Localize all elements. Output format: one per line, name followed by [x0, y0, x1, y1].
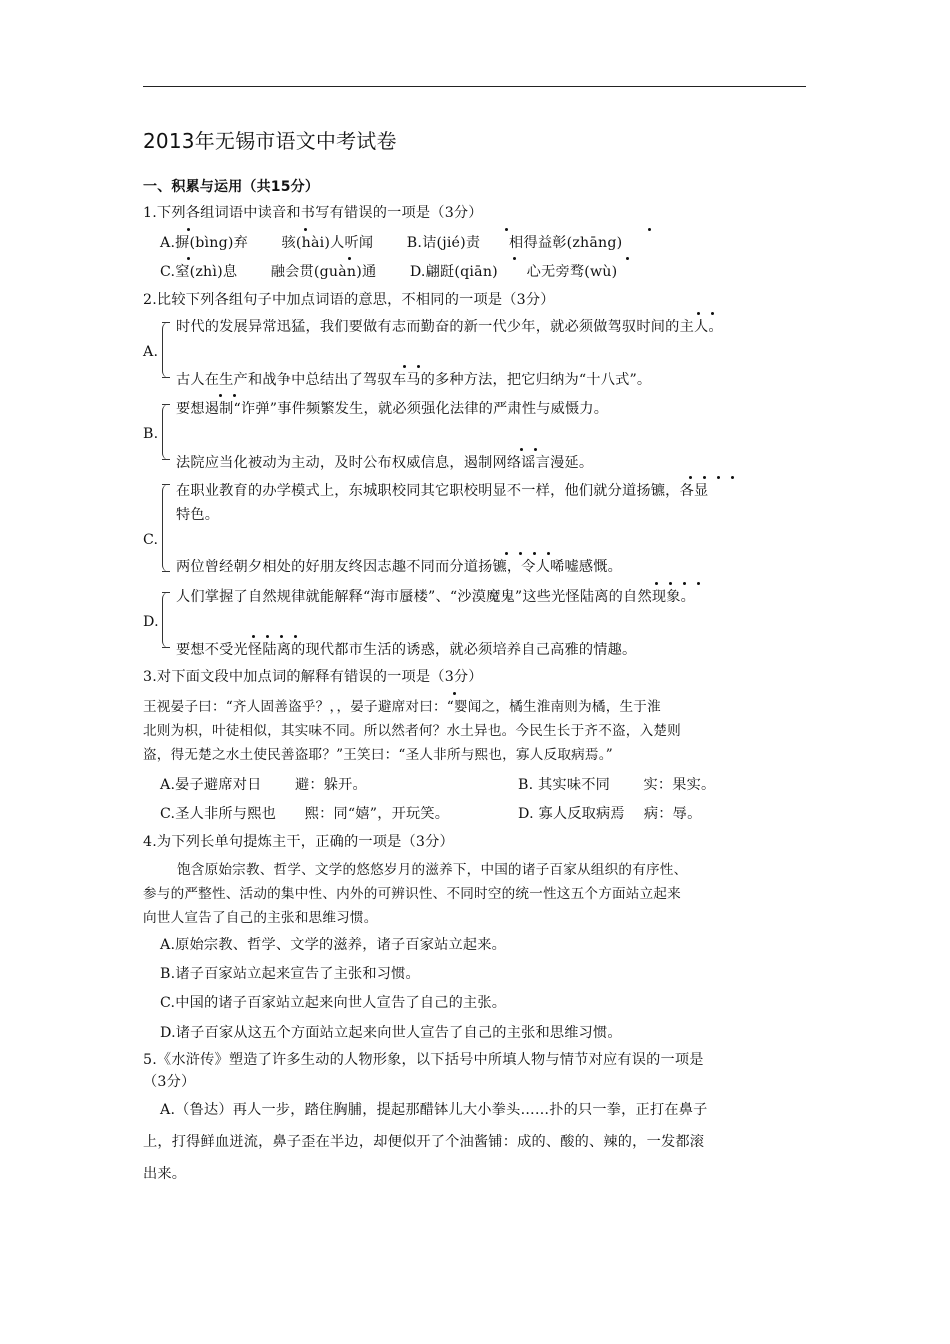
- q5-stem-line-1: 5.《水浒传》塑造了许多生动的人物形象，以下括号中所填人物与情节对应有误的一项是: [143, 1052, 704, 1068]
- q4-passage-line-1: 饱含原始宗教、哲学、文学的悠悠岁月的滋养下，中国的诸子百家从组织的有序性、: [177, 862, 688, 878]
- emphasis-dot: [505, 552, 508, 555]
- emphasis-dot: [187, 228, 190, 231]
- q4-passage-line-2: 参与的严整性、活动的集中性、内外的可辨识性、不同时空的统一性这五个方面站立起来: [143, 886, 681, 902]
- emphasis-dot: [689, 476, 692, 479]
- q2-option-a-sentence-2: 古人在生产和战争中总结出了驾驭车马的多种方法，把它归纳为“十八式”。: [176, 372, 652, 388]
- emphasis-dot: [697, 582, 700, 585]
- q2-option-c-label: C.: [143, 532, 159, 548]
- option-brace: [162, 404, 173, 460]
- q5-option-a-line-2: 上，打得鲜血迸流，鼻子歪在半边，却便似开了个油酱铺：成的、酸的、辣的，一发都滚: [143, 1134, 705, 1150]
- q5-stem-line-2: （3分）: [143, 1074, 196, 1090]
- q4-stem: 4.为下列长单句提炼主干，正确的一项是（3分）: [143, 834, 454, 850]
- q4-passage-line-3: 向世人宣告了自己的主张和思维习惯。: [143, 910, 378, 926]
- emphasis-dot: [731, 476, 734, 479]
- q3-stem: 3.对下面文段中加点词的解释有错误的一项是（3分）: [143, 669, 483, 685]
- emphasis-dot: [505, 228, 508, 231]
- q3-option-b: B. 其实味不同 实：果实。: [518, 777, 716, 793]
- emphasis-dot: [187, 257, 190, 260]
- q5-option-a-line-1: A.（鲁达）再人一步，踏住胸脯，提起那醋钵儿大小拳头……扑的只一拳，正打在鼻子: [160, 1102, 708, 1118]
- emphasis-dot: [280, 635, 283, 638]
- emphasis-dot: [266, 635, 269, 638]
- emphasis-dot: [453, 692, 456, 695]
- q3-option-d: D. 寡人反取病焉 病：辱。: [518, 806, 702, 822]
- q1-options-ab: A.摒(bìng)弃 骇(hài)人听闻 B.诘(jié)责 相得益彰(zhāng): [160, 235, 623, 251]
- emphasis-dot: [683, 582, 686, 585]
- emphasis-dot: [348, 257, 351, 260]
- emphasis-dot: [711, 312, 714, 315]
- q1-stem: 1.下列各组词语中读音和书写有错误的一项是（3分）: [143, 205, 483, 221]
- emphasis-dot: [403, 365, 406, 368]
- option-brace: [162, 484, 173, 572]
- q2-option-d-sentence-2: 要想不受光怪陆离的现代都市生活的诱惑，就必须培养自己高雅的情趣。: [176, 642, 637, 658]
- q3-passage-line-3: 盗，得无楚之水土使民善盗耶？”王笑曰：“圣人非所与熙也，寡人反取病焉。”: [143, 747, 613, 763]
- q2-option-c-sentence-1a: 在职业教育的办学模式上，东城职校同其它职校明显不一样，他们就分道扬镳，各显: [176, 483, 709, 499]
- emphasis-dot: [417, 365, 420, 368]
- emphasis-dot: [233, 394, 236, 397]
- emphasis-dot: [520, 448, 523, 451]
- emphasis-dot: [697, 312, 700, 315]
- emphasis-dot: [669, 582, 672, 585]
- emphasis-dot: [547, 552, 550, 555]
- q2-stem: 2.比较下列各组句子中加点词语的意思，不相同的一项是（3分）: [143, 292, 555, 308]
- q2-option-b-sentence-2: 法院应当化被动为主动，及时公布权威信息，遏制网络谣言漫延。: [176, 455, 594, 471]
- q4-option-c: C.中国的诸子百家站立起来向世人宣告了自己的主张。: [160, 995, 507, 1011]
- q2-option-c-sentence-2: 两位曾经朝夕相处的好朋友终因志趣不同而分道扬镳，令人唏嘘感慨。: [176, 559, 623, 575]
- emphasis-dot: [717, 476, 720, 479]
- emphasis-dot: [655, 582, 658, 585]
- q2-option-c-sentence-1b: 特色。: [176, 507, 220, 523]
- q2-option-b-sentence-1: 要想遏制“诈弹”事件频繁发生，就必须强化法律的严肃性与威慑力。: [176, 401, 609, 417]
- q2-option-a-sentence-1: 时代的发展异常迅猛，我们要做有志而勤奋的新一代少年，就必须做驾驭时间的主人。: [176, 319, 723, 335]
- emphasis-dot: [534, 448, 537, 451]
- header-rule: [143, 86, 806, 87]
- q3-passage-line-2: 北则为枳，叶徒相似，其实味不同。所以然者何？水土异也。今民生长于齐不盗，入楚则: [143, 723, 681, 739]
- emphasis-dot: [626, 257, 629, 260]
- q5-option-a-line-3: 出来。: [143, 1166, 187, 1182]
- emphasis-dot: [703, 476, 706, 479]
- q2-option-d-sentence-1: 人们掌握了自然规律就能解释“海市蜃楼”、“沙漠魔鬼”这些光怪陆离的自然现象。: [176, 589, 695, 605]
- q3-option-a: A.晏子避席对日 避：躲开。: [160, 777, 367, 793]
- option-brace: [162, 592, 173, 648]
- option-brace: [162, 322, 173, 378]
- emphasis-dot: [519, 552, 522, 555]
- q1-options-cd: C.窒(zhì)息 融会贯(guàn)通 D.翩跹(qiān) 心无旁骛(wù): [160, 264, 618, 280]
- emphasis-dot: [513, 257, 516, 260]
- emphasis-dot: [533, 552, 536, 555]
- q2-option-d-label: D.: [143, 614, 159, 630]
- emphasis-dot: [304, 228, 307, 231]
- q2-option-a-label: A.: [143, 344, 159, 360]
- q4-option-b: B.诸子百家站立起来宣告了主张和习惯。: [160, 966, 420, 982]
- exam-title: 2013年无锡市语文中考试卷: [143, 129, 397, 153]
- emphasis-dot: [219, 394, 222, 397]
- section-heading: 一、积累与运用（共15分）: [143, 179, 320, 195]
- q3-option-c: C.圣人非所与熙也 熙：同“嬉”，开玩笑。: [160, 806, 450, 822]
- q2-option-b-label: B.: [143, 426, 159, 442]
- emphasis-dot: [294, 635, 297, 638]
- emphasis-dot: [252, 635, 255, 638]
- emphasis-dot: [648, 228, 651, 231]
- q3-passage-line-1: 王视晏子曰：“齐人固善盗乎？，，晏子避席对曰：“婴闻之，橘生淮南则为橘，生于淮: [143, 699, 661, 715]
- q4-option-d: D.诸子百家从这五个方面站立起来向世人宣告了自己的主张和思维习惯。: [160, 1025, 622, 1041]
- q4-option-a: A.原始宗教、哲学、文学的滋养，诸子百家站立起来。: [160, 937, 507, 953]
